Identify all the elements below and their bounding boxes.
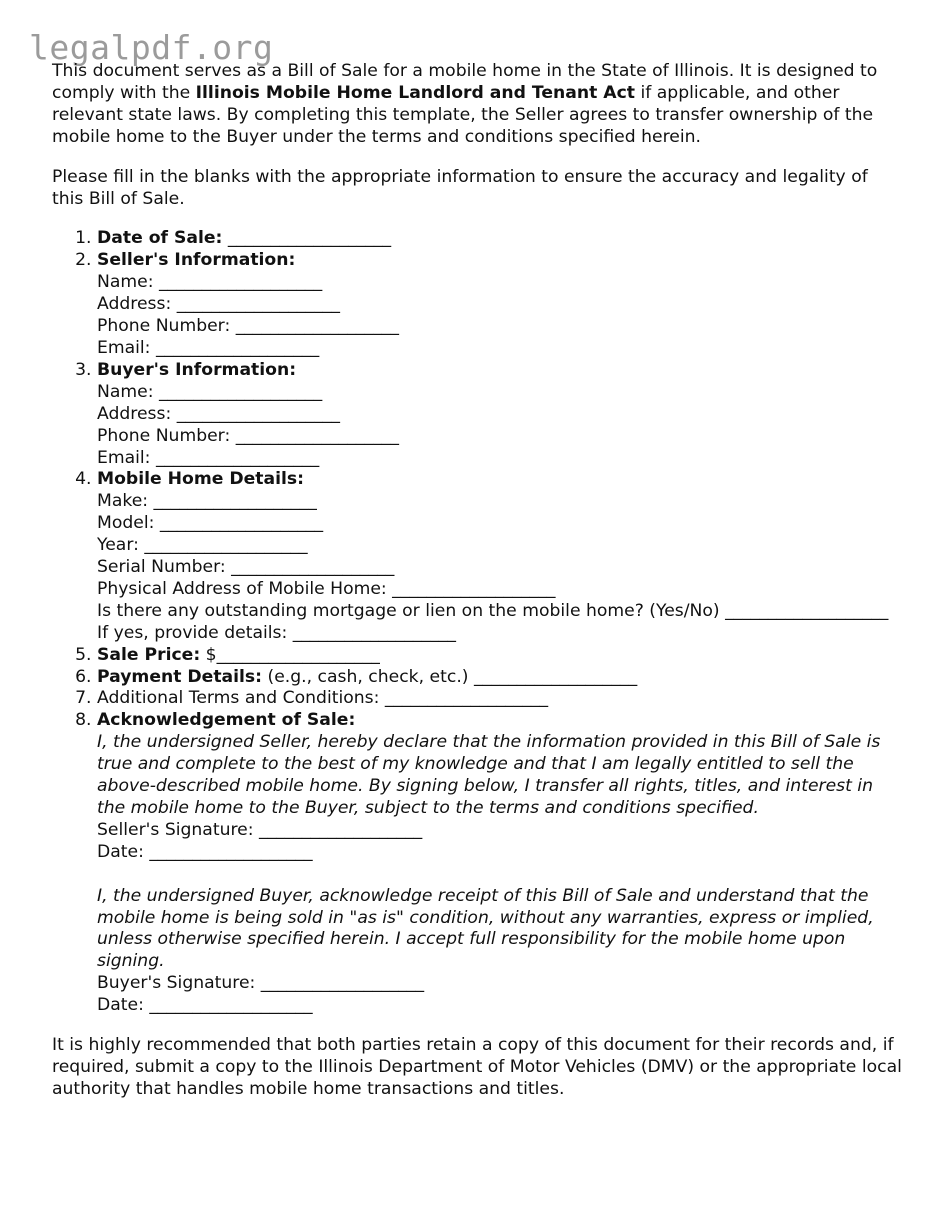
closing-paragraph: It is highly recommended that both parties retain a copy of this document for their records and, if required, submit a copy to the Illinois Department of Motor Vehicles (DMV) or the appropriate local authority that handles mobile home transactions and titles. — [52, 1035, 902, 1099]
list-item-payment-details — [97, 667, 902, 689]
buyer-phone-field[interactable]: Phone Number: ___________________ — [97, 425, 399, 446]
buyer-signature-field[interactable]: Buyer's Signature: ___________________ — [97, 973, 425, 994]
intro-paragraph: This document serves as a Bill of Sale for a mobile home in the State of Illinois. It is designed to comply with the Illinois Mobile Home Landlord and Tenant Act if applicable, and other relevant state laws. By completing this template, the Seller agrees to transfer ownership of the mobile home to the Buyer under the terms and conditions specified herein. — [52, 61, 878, 147]
list-item-buyer-information — [97, 360, 902, 470]
list-item-additional-terms — [97, 688, 902, 710]
date-of-sale-label: Date of Sale: — [97, 228, 223, 249]
list-item-acknowledgement — [97, 710, 902, 1017]
buyer-address-field[interactable]: Address: ___________________ — [97, 403, 340, 424]
buyer-name-field[interactable]: Name: ___________________ — [97, 381, 323, 402]
lien-details-field[interactable]: If yes, provide details: ___________________ — [97, 622, 457, 643]
physical-address-field[interactable]: Physical Address of Mobile Home: ___________________ — [97, 578, 556, 599]
form-item-list — [52, 228, 902, 1017]
list-item-seller-information — [97, 250, 902, 360]
seller-date-field[interactable]: Date: ___________________ — [97, 841, 313, 862]
serial-number-field[interactable]: Serial Number: ___________________ — [97, 557, 395, 578]
seller-name-field[interactable]: Name: ___________________ — [97, 272, 323, 293]
buyer-date-field[interactable]: Date: ___________________ — [97, 995, 313, 1016]
mobile-home-details-label: Mobile Home Details: — [97, 469, 305, 490]
instructions-paragraph: Please fill in the blanks with the appropriate information to ensure the accuracy and legality of this Bill of Sale. — [52, 166, 868, 209]
watermark-logo: legalpdf.org — [29, 28, 274, 67]
list-item-sale-price — [97, 645, 902, 667]
year-field[interactable]: Year: ___________________ — [97, 535, 308, 556]
document-body — [52, 61, 902, 1101]
buyer-information-label: Buyer's Information: — [97, 359, 297, 380]
seller-declaration: I, the undersigned Seller, hereby declare that the information provided in this Bill of Sale is true and complete to the best of my knowledge and that I am legally entitled to sell the above-described mobile home. By signing below, I transfer all rights, titles, and interest in the mobile home to the Buyer, subject to the terms and conditions specified. — [97, 732, 881, 818]
payment-details-label: Payment Details: — [97, 666, 263, 687]
lien-question-field[interactable]: Is there any outstanding mortgage or lien on the mobile home? (Yes/No) ___________________ — [97, 600, 889, 621]
seller-address-field[interactable]: Address: ___________________ — [97, 294, 340, 315]
sale-price-label: Sale Price: — [97, 644, 201, 665]
sale-price-field[interactable]: $___________________ — [200, 644, 380, 665]
seller-information-label: Seller's Information: — [97, 250, 296, 271]
buyer-acknowledgement: I, the undersigned Buyer, acknowledge receipt of this Bill of Sale and understand that the mobile home is being sold in "as is" condition, without any warranties, express or implied, unless otherwise specified herein. I accept full responsibility for the mobile home upon signing. — [97, 885, 874, 972]
additional-terms-field[interactable]: Additional Terms and Conditions: ___________________ — [97, 688, 549, 709]
date-of-sale-field[interactable]: ___________________ — [222, 228, 392, 249]
seller-email-field[interactable]: Email: ___________________ — [97, 337, 320, 358]
payment-details-field[interactable]: (e.g., cash, check, etc.) ___________________ — [262, 666, 638, 687]
make-field[interactable]: Make: ___________________ — [97, 491, 317, 512]
list-item-mobile-home-details — [97, 469, 902, 644]
list-item-date-of-sale — [97, 228, 902, 250]
seller-signature-field[interactable]: Seller's Signature: ___________________ — [97, 819, 423, 840]
section-spacer — [97, 864, 902, 886]
seller-phone-field[interactable]: Phone Number: ___________________ — [97, 316, 399, 337]
model-field[interactable]: Model: ___________________ — [97, 513, 324, 534]
buyer-email-field[interactable]: Email: ___________________ — [97, 447, 320, 468]
acknowledgement-label: Acknowledgement of Sale: — [97, 710, 356, 731]
